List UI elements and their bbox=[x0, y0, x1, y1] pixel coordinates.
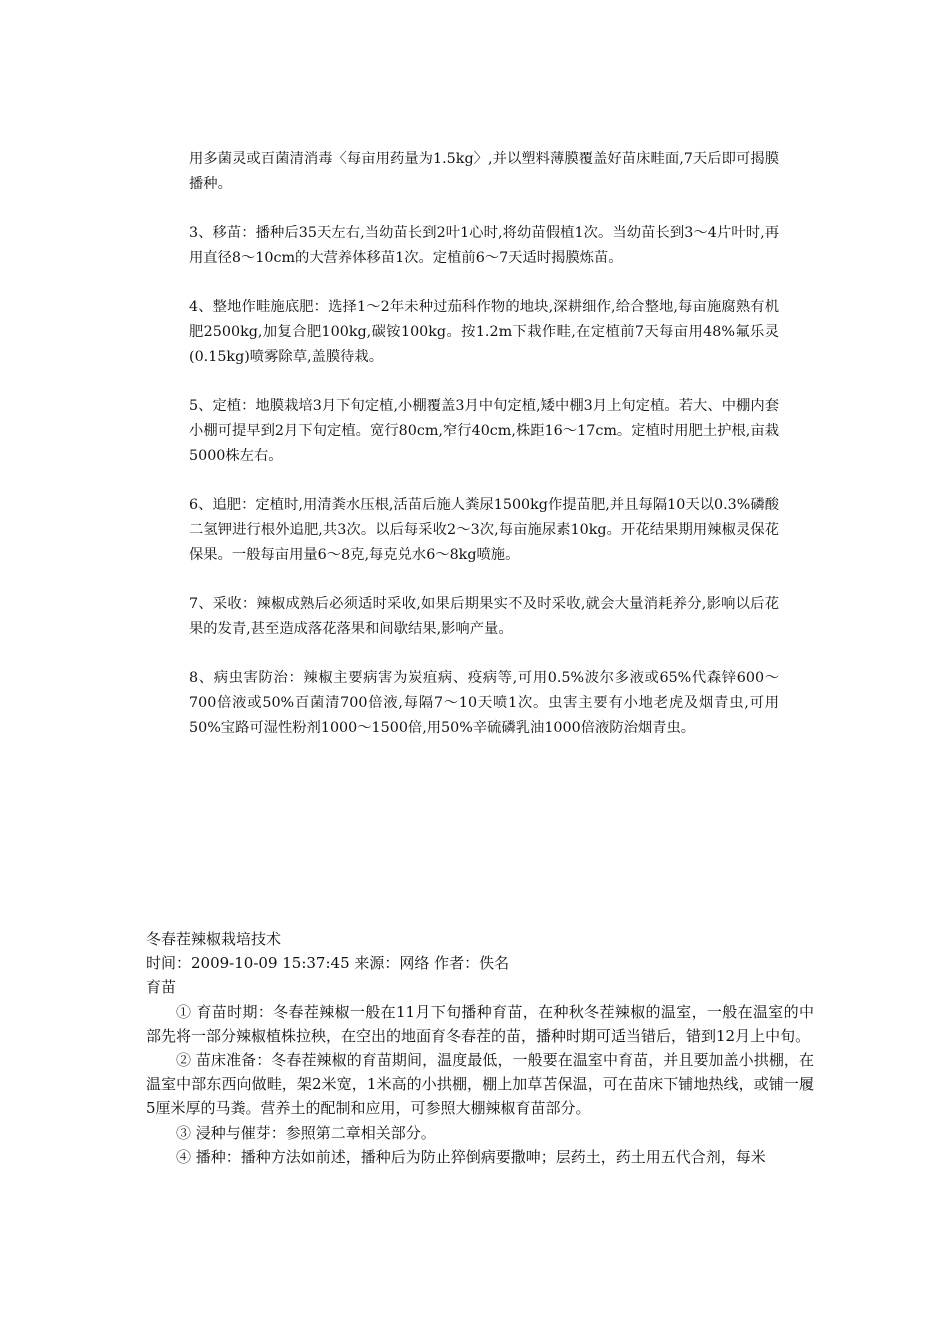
section-heading: 育苗 bbox=[146, 978, 177, 997]
article bbox=[146, 927, 814, 1169]
upper-section bbox=[189, 147, 779, 765]
paragraph-fertilizing: 6、追肥：定植时,用清粪水压根,活苗后施人粪尿1500kg作提苗肥,并且每隔10天以0.3%磷酸二氢钾进行根外追肥,共3次。以后每采收2～3次,每亩施尿素10kg。开花结果期用辣椒灵保花保果。一般每亩用量6～8克,每克兑水6～8kg喷施。 bbox=[189, 497, 779, 563]
article-paragraph: ③ 浸种与催芽：参照第二章相关部分。 bbox=[176, 1123, 436, 1142]
paragraph-soil-preparation: 4、整地作畦施底肥：选择1～2年未种过茄科作物的地块,深耕细作,给合整地,每亩施腐熟有机肥2500kg,加复合肥100kg,碳铵100kg。按1.2m下栽作畦,在定植前7天每亩用48%氟乐灵(0.15kg)喷雾除草,盖膜待栽。 bbox=[189, 299, 779, 365]
paragraph-planting: 5、定植：地膜栽培3月下旬定植,小棚覆盖3月中旬定植,矮中棚3月上旬定植。若大、中棚内套小棚可提早到2月下旬定植。宽行80cm,窄行40cm,株距16～17cm。定植时用肥土护根,亩栽5000株左右。 bbox=[189, 398, 779, 464]
paragraph-disinfection: 用多菌灵或百菌清消毒〈每亩用药量为1.5kg〉,并以塑料薄膜覆盖好苗床畦面,7天后即可揭膜播种。 bbox=[189, 151, 779, 192]
article-meta: 时间：2009-10-09 15:37:45 来源：网络 作者：佚名 bbox=[146, 954, 510, 973]
article-paragraph: ① 育苗时期：冬春茬辣椒一般在11月下旬播种育苗，在种秋冬茬辣椒的温室，一般在温室的中部先将一部分辣椒植株拉秧，在空出的地面育冬春茬的苗，播种时期可适当错后，错到12月上中旬。 bbox=[146, 1002, 814, 1045]
article-paragraph: ② 苗床准备：冬春茬辣椒的育苗期间，温度最低，一般要在温室中育苗，并且要加盖小拱棚，在温室中部东西向做畦，架2米宽，1米高的小拱棚，棚上加草苫保温，可在苗床下铺地热线，或铺一履5厘米厚的马粪。营养土的配制和应用，可参照大棚辣椒育苗部分。 bbox=[146, 1051, 814, 1118]
paragraph-transplant: 3、移苗：播种后35天左右,当幼苗长到2叶1心时,将幼苗假植1次。当幼苗长到3～4片叶时,再用直径8～10cm的大营养体移苗1次。定植前6～7天适时揭膜炼苗。 bbox=[189, 225, 779, 266]
paragraph-pest-control: 8、病虫害防治：辣椒主要病害为炭疽病、疫病等,可用0.5%波尔多液或65%代森锌600～700倍液或50%百菌清700倍液,每隔7～10天喷1次。虫害主要有小地老虎及烟青虫,可用50%宝路可湿性粉剂1000～1500倍,用50%辛硫磷乳油1000倍液防治烟青虫。 bbox=[189, 670, 779, 736]
article-paragraph: ④ 播种：播种方法如前述，播种后为防止猝倒病要撒呻；层药土，药土用五代合剂，每米 bbox=[176, 1147, 766, 1166]
paragraph-harvest: 7、采收：辣椒成熟后必须适时采收,如果后期果实不及时采收,就会大量消耗养分,影响以后花果的发青,甚至造成落花落果和间歇结果,影响产量。 bbox=[189, 596, 779, 637]
article-title: 冬春茬辣椒栽培技术 bbox=[146, 930, 282, 948]
